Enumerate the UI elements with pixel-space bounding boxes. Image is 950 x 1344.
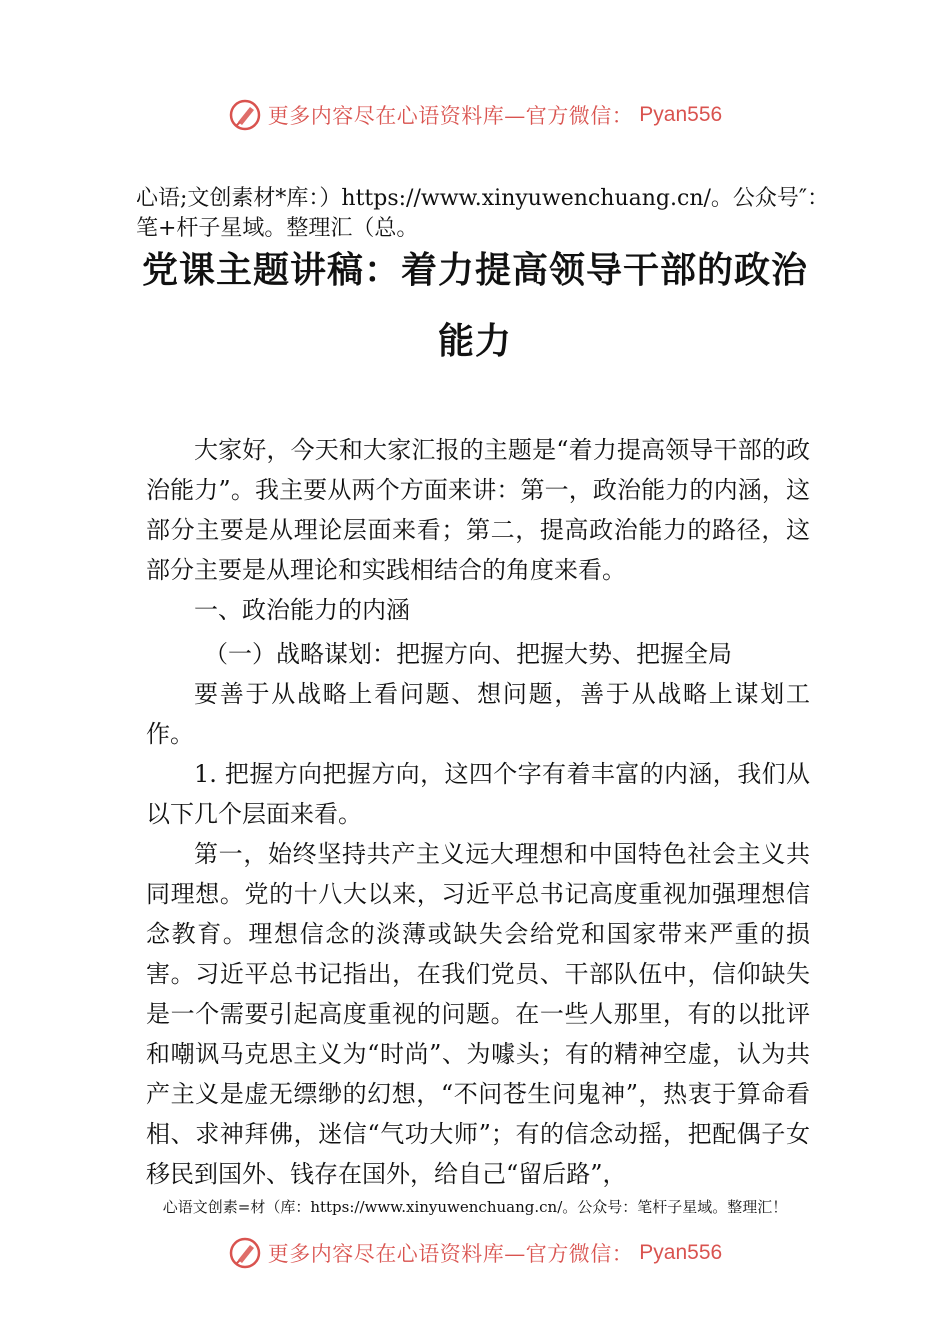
paragraph-strategy: 要善于从战略上看问题、想问题，善于从战略上谋划工作。 — [146, 680, 810, 748]
paragraph-first: 第一，始终坚持共产主义远大理想和中国特色社会主义共同理想。党的十八大以来，习近平总书记高度重视加强理想信念教育。理想信念的淡薄或缺失会给党和国家带来严重的损害。习近平总书记指出，在我们党员、干部队伍中，信仰缺失是一个需要引起高度重视的问题。在一些人那里，有的以批评和嘲讽马克思主义为“时尚”、为噱头；有的精神空虚，认为共产主义是虚无缥缈的幻想，“不问苍生问鬼神”，热衷于算命看相、求神拜佛，迷信“气功大师”；有的信念动摇，把配偶子女移民到国外、钱存在国外，给自己“留后路”， — [146, 840, 810, 1188]
banner-wechat-id: Pyan556 — [639, 103, 723, 126]
bottom-banner — [0, 1228, 950, 1278]
section-heading: 一、政治能力的内涵 — [194, 596, 410, 624]
banner-text: 更多内容尽在心语资料库—官方微信： — [267, 104, 634, 128]
pen-logo-icon — [228, 1236, 262, 1270]
pen-logo-icon — [228, 98, 262, 132]
banner-wechat-id: Pyan556 — [639, 1241, 723, 1264]
page-title-line2: 能力 — [437, 321, 512, 362]
banner-text: 更多内容尽在心语资料库—官方微信： — [267, 1242, 634, 1266]
paragraph-point-1: 1. 把握方向把握方向，这四个字有着丰富的内涵，我们从以下几个层面来看。 — [146, 760, 810, 828]
watermark-footer-text: 心语文创素=材（库：https://www.xinyuwenchuang.cn/。公众号：笔杆子星域。整理汇！ — [162, 1198, 788, 1216]
top-banner — [0, 90, 950, 140]
paragraph-intro: 大家好，今天和大家汇报的主题是“着力提高领导干部的政治能力”。我主要从两个方面来讲：第一，政治能力的内涵，这部分主要是从理论层面来看；第二，提高政治能力的路径，这部分主要是从理论和实践相结合的角度来看。 — [146, 436, 810, 584]
page-title-line1: 党课主题讲稿：着力提高领导干部的政治 — [141, 250, 808, 291]
subsection-heading: （一）战略谋划：把握方向、把握大势、把握全局 — [204, 640, 732, 668]
watermark-header-text: 心语;文创素材*库：）https://www.xinyuwenchuang.cn/。公众号″：笔+杆子星域。整理汇（总。 — [136, 186, 830, 241]
document-body — [146, 430, 810, 1194]
